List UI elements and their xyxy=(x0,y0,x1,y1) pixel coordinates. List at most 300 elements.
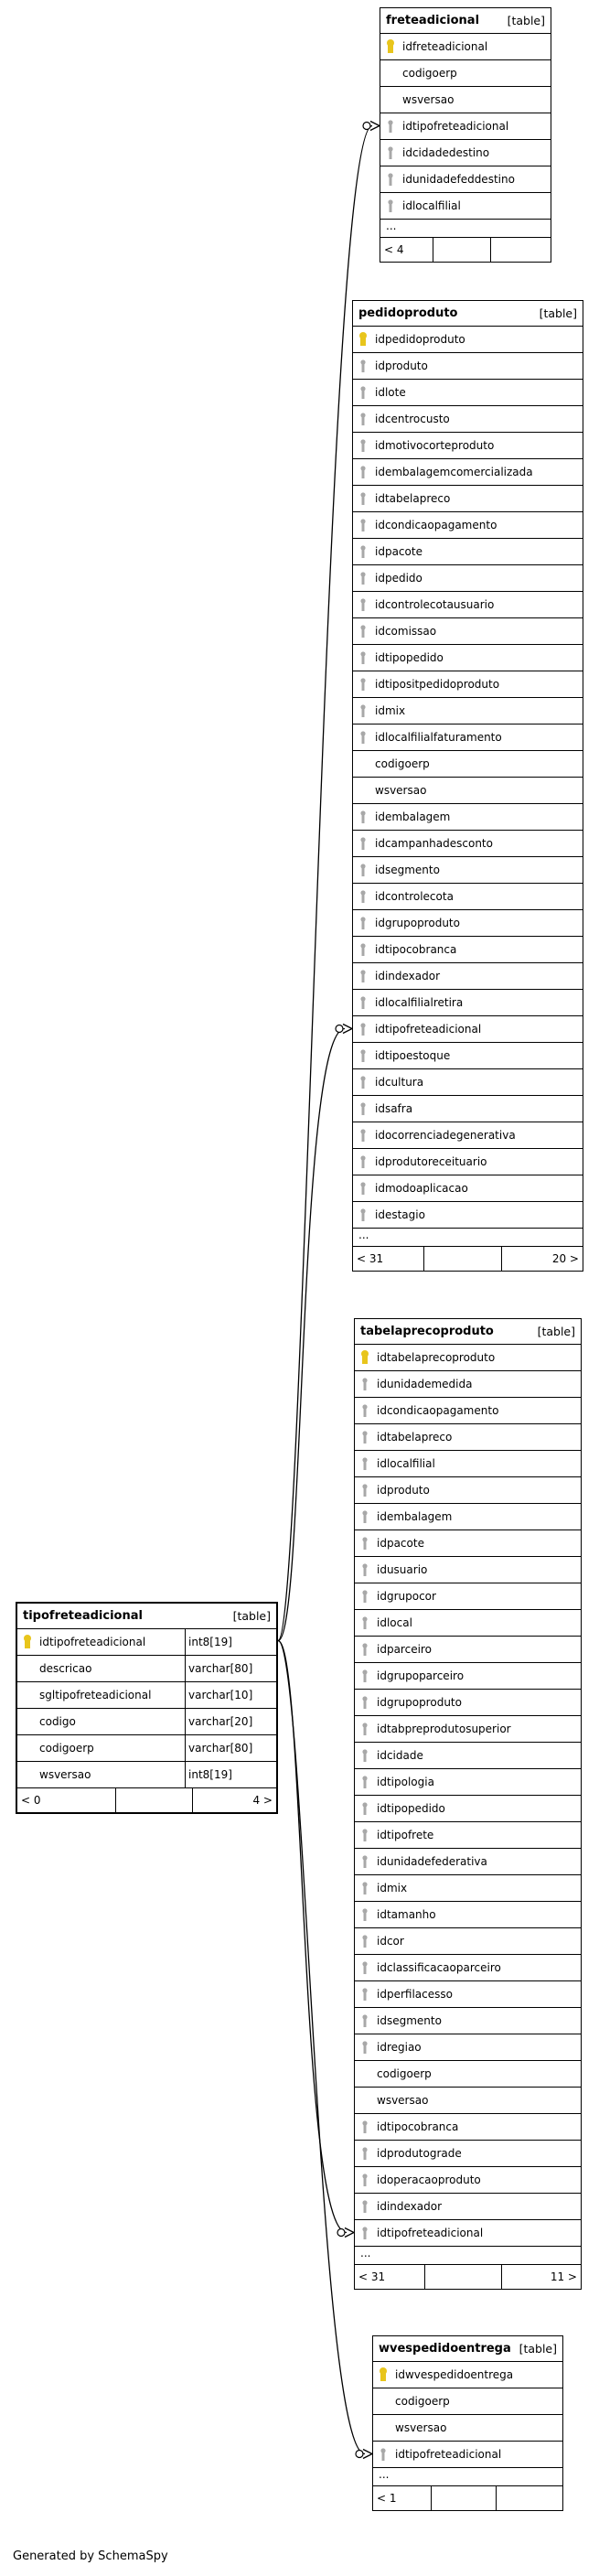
column-type: varchar[20] xyxy=(185,1709,276,1734)
foreign-key-icon xyxy=(360,2199,377,2214)
table-header[interactable] xyxy=(373,2336,562,2362)
column-name[interactable]: idfreteadicional xyxy=(402,40,488,53)
column-name[interactable]: idtipofreteadicional xyxy=(402,120,509,133)
foreign-key-icon xyxy=(358,703,375,718)
column-row[interactable] xyxy=(353,937,583,963)
column-row[interactable] xyxy=(17,1629,276,1656)
no-key-spacer xyxy=(23,1688,39,1702)
column-name[interactable]: idtabpreprodutosuperior xyxy=(377,1723,511,1735)
table-type: [table] xyxy=(519,2342,557,2356)
relationship-line xyxy=(278,1641,365,2454)
column-name[interactable]: idlocalfilialretira xyxy=(375,996,464,1009)
column-row[interactable] xyxy=(355,2034,581,2061)
foreign-key-icon xyxy=(358,1128,375,1143)
column-row[interactable] xyxy=(353,327,583,353)
column-row[interactable] xyxy=(353,990,583,1016)
column-name[interactable]: idtipocobranca xyxy=(377,2120,459,2133)
column-row[interactable] xyxy=(355,1663,581,1690)
column-name[interactable]: idcondicaopagamento xyxy=(375,519,497,531)
column-type: varchar[80] xyxy=(185,1735,276,1761)
column-row[interactable] xyxy=(353,1069,583,1096)
column-name[interactable]: idpedidoproduto xyxy=(375,333,465,346)
column-name[interactable]: idcentrocusto xyxy=(375,413,450,425)
foreign-key-icon xyxy=(360,1562,377,1577)
column-name[interactable]: idsegmento xyxy=(377,2014,442,2027)
foreign-key-icon xyxy=(360,1828,377,1842)
column-name[interactable]: idtipofreteadicional xyxy=(395,2448,502,2461)
table-header[interactable] xyxy=(353,301,583,327)
column-type: int8[19] xyxy=(185,1629,276,1655)
foreign-key-icon xyxy=(360,2173,377,2187)
column-name[interactable]: idpacote xyxy=(377,1537,424,1550)
column-row[interactable] xyxy=(17,1762,276,1788)
relationship-arrow xyxy=(363,2450,372,2459)
no-key-spacer xyxy=(360,2093,377,2108)
column-row[interactable] xyxy=(355,2088,581,2114)
optional-circle xyxy=(363,123,370,130)
foreign-key-icon xyxy=(358,1075,375,1089)
foreign-key-icon xyxy=(386,119,402,134)
column-name[interactable]: codigoerp xyxy=(375,757,430,770)
column-name[interactable]: idunidademedida xyxy=(377,1378,473,1390)
children-count[interactable]: 4 > xyxy=(252,1794,273,1807)
foreign-key-icon xyxy=(358,995,375,1010)
column-row[interactable] xyxy=(353,671,583,698)
column-row[interactable] xyxy=(353,353,583,380)
column-row[interactable] xyxy=(17,1656,276,1682)
table-freteadicional xyxy=(380,7,551,263)
foreign-key-icon xyxy=(360,1695,377,1710)
column-row[interactable] xyxy=(17,1735,276,1762)
column-row[interactable] xyxy=(380,140,551,166)
foreign-key-icon xyxy=(360,1615,377,1630)
foreign-key-icon xyxy=(360,1456,377,1471)
no-key-spacer xyxy=(360,2066,377,2081)
relationship-arrow xyxy=(343,1025,352,1034)
column-name[interactable]: idprodutoreceituario xyxy=(375,1155,487,1168)
related-spacer[interactable] xyxy=(425,2265,502,2289)
column-row[interactable] xyxy=(353,884,583,910)
column-row[interactable] xyxy=(355,1690,581,1716)
table-name[interactable]: tipofreteadicional xyxy=(23,1609,143,1623)
column-name[interactable]: idtipocobranca xyxy=(375,943,457,956)
column-row[interactable] xyxy=(380,60,551,87)
foreign-key-icon xyxy=(358,1022,375,1036)
more-columns: ... xyxy=(353,1229,583,1247)
column-row[interactable] xyxy=(355,1345,581,1371)
parents-count[interactable]: < 0 xyxy=(17,1788,116,1812)
no-key-spacer xyxy=(23,1661,39,1676)
column-row[interactable] xyxy=(353,618,583,645)
foreign-key-icon xyxy=(358,1048,375,1063)
column-row[interactable] xyxy=(355,2194,581,2220)
column-row[interactable] xyxy=(355,2061,581,2088)
column-name[interactable]: idtipopedido xyxy=(375,651,444,664)
column-row[interactable] xyxy=(355,1398,581,1424)
column-name[interactable]: idsafra xyxy=(375,1102,413,1115)
parents-count[interactable]: < 31 xyxy=(353,1247,424,1271)
column-row[interactable] xyxy=(380,193,551,220)
parents-count[interactable]: < 31 xyxy=(355,2265,425,2289)
column-name[interactable]: idtipofrete xyxy=(377,1829,434,1841)
foreign-key-icon xyxy=(358,465,375,479)
column-row[interactable] xyxy=(353,459,583,486)
column-name[interactable]: idcidadedestino xyxy=(402,146,490,159)
column-row[interactable] xyxy=(353,1096,583,1122)
column-row[interactable] xyxy=(380,166,551,193)
table-name[interactable]: pedidoproduto xyxy=(358,306,458,320)
column-name[interactable]: idcomissao xyxy=(375,625,437,638)
foreign-key-icon xyxy=(358,518,375,532)
column-row[interactable] xyxy=(17,1709,276,1735)
more-columns: ... xyxy=(380,220,551,238)
column-name[interactable]: idunidadefeddestino xyxy=(402,173,515,186)
column-row[interactable] xyxy=(355,1477,581,1504)
column-name[interactable]: idocorrenciadegenerativa xyxy=(375,1129,516,1142)
column-row[interactable] xyxy=(355,1451,581,1477)
column-row[interactable] xyxy=(355,1822,581,1849)
column-row[interactable] xyxy=(355,1424,581,1451)
column-name[interactable]: idproduto xyxy=(377,1484,430,1497)
column-name[interactable]: wsversao xyxy=(39,1768,91,1781)
foreign-key-icon xyxy=(358,571,375,585)
children-count[interactable]: 20 > xyxy=(551,1252,579,1265)
primary-key-icon xyxy=(386,39,402,54)
foreign-key-icon xyxy=(360,1377,377,1391)
table-type: [table] xyxy=(232,1609,271,1623)
column-name[interactable]: idcontrolecotausuario xyxy=(375,598,495,611)
column-name[interactable]: wsversao xyxy=(377,2094,429,2107)
column-name[interactable]: idproduto xyxy=(375,360,428,372)
column-name[interactable]: idlote xyxy=(375,386,406,399)
parents-count[interactable]: < 1 xyxy=(373,2486,432,2510)
column-row[interactable] xyxy=(355,1902,581,1928)
column-row[interactable] xyxy=(353,1175,583,1202)
optional-circle xyxy=(337,2229,345,2237)
column-row[interactable] xyxy=(17,1682,276,1709)
column-name[interactable]: codigoerp xyxy=(377,2067,432,2080)
column-row[interactable] xyxy=(355,1637,581,1663)
column-name[interactable]: idperfilacesso xyxy=(377,1988,453,2001)
foreign-key-icon xyxy=(386,172,402,187)
foreign-key-icon xyxy=(360,2146,377,2161)
table-footer xyxy=(353,1247,583,1271)
foreign-key-icon xyxy=(358,412,375,426)
column-name[interactable]: codigoerp xyxy=(39,1742,94,1755)
foreign-key-icon xyxy=(360,2226,377,2240)
column-name[interactable]: wsversao xyxy=(395,2421,447,2434)
column-name[interactable]: idlocalfilial xyxy=(402,199,461,212)
table-footer xyxy=(373,2486,562,2510)
foreign-key-icon xyxy=(360,1642,377,1657)
column-row[interactable] xyxy=(353,1122,583,1149)
column-name[interactable]: idtamanho xyxy=(377,1908,436,1921)
foreign-key-icon xyxy=(358,624,375,639)
relationship-line xyxy=(278,1641,347,2233)
foreign-key-icon xyxy=(360,1483,377,1497)
column-name[interactable]: idembalagem xyxy=(375,810,451,823)
table-header[interactable] xyxy=(17,1604,276,1629)
foreign-key-icon xyxy=(358,1154,375,1169)
column-name[interactable]: idcondicaopagamento xyxy=(377,1404,499,1417)
table-pedidoproduto xyxy=(352,300,583,1272)
foreign-key-icon xyxy=(360,1430,377,1444)
column-name[interactable]: idlocalfilialfaturamento xyxy=(375,731,502,744)
column-name[interactable]: idtabelapreco xyxy=(377,1431,453,1444)
column-row[interactable] xyxy=(355,1583,581,1610)
foreign-key-icon xyxy=(358,544,375,559)
column-row[interactable] xyxy=(353,778,583,804)
column-name[interactable]: idgrupoproduto xyxy=(375,917,460,929)
no-key-spacer xyxy=(379,2394,395,2409)
foreign-key-icon xyxy=(360,1987,377,2002)
column-row[interactable] xyxy=(355,1981,581,2008)
foreign-key-icon xyxy=(358,597,375,612)
column-name[interactable]: idtipofreteadicional xyxy=(39,1636,146,1648)
related-spacer[interactable] xyxy=(433,238,491,262)
column-row[interactable] xyxy=(353,724,583,751)
column-name[interactable]: idtabelapreco xyxy=(375,492,451,505)
foreign-key-icon xyxy=(360,1748,377,1763)
column-name[interactable]: idcampanhadesconto xyxy=(375,837,493,850)
column-row[interactable] xyxy=(353,512,583,539)
table-footer xyxy=(380,238,551,262)
foreign-key-icon xyxy=(360,2013,377,2028)
column-name[interactable]: idlocal xyxy=(377,1616,412,1629)
column-name[interactable]: sgltipofreteadicional xyxy=(39,1689,152,1701)
column-row[interactable] xyxy=(353,698,583,724)
column-name[interactable]: idpacote xyxy=(375,545,423,558)
table-wvespedidoentrega xyxy=(372,2335,563,2511)
column-row[interactable] xyxy=(353,751,583,778)
foreign-key-icon xyxy=(358,438,375,453)
table-name[interactable]: freteadicional xyxy=(386,14,480,27)
column-row[interactable] xyxy=(355,1530,581,1557)
column-name[interactable]: idtipofreteadicional xyxy=(375,1023,482,1036)
column-name[interactable]: codigo xyxy=(39,1715,76,1728)
related-spacer[interactable] xyxy=(116,1788,194,1812)
column-row[interactable] xyxy=(353,1202,583,1229)
column-row[interactable] xyxy=(355,1610,581,1637)
column-row[interactable] xyxy=(355,1371,581,1398)
column-row[interactable] xyxy=(353,1149,583,1175)
column-row[interactable] xyxy=(353,592,583,618)
column-row[interactable] xyxy=(353,565,583,592)
related-spacer[interactable] xyxy=(424,1247,502,1271)
column-row[interactable] xyxy=(355,1769,581,1796)
column-row[interactable] xyxy=(353,857,583,884)
column-name[interactable]: descricao xyxy=(39,1662,92,1675)
column-name[interactable]: idcontrolecota xyxy=(375,890,454,903)
foreign-key-icon xyxy=(360,2040,377,2055)
relationship-line xyxy=(278,1029,345,1641)
column-row[interactable] xyxy=(355,2114,581,2141)
more-columns: ... xyxy=(373,2468,562,2486)
column-name[interactable]: idparceiro xyxy=(377,1643,432,1656)
column-name[interactable]: idembalagemcomercializada xyxy=(375,466,533,478)
column-row[interactable] xyxy=(353,539,583,565)
column-row[interactable] xyxy=(353,910,583,937)
column-name[interactable]: idcultura xyxy=(375,1076,424,1089)
foreign-key-icon xyxy=(358,942,375,957)
column-type: varchar[10] xyxy=(185,1682,276,1708)
column-name[interactable]: idmix xyxy=(377,1882,408,1894)
no-key-spacer xyxy=(358,783,375,798)
column-name[interactable]: idembalagem xyxy=(377,1510,453,1523)
optional-circle xyxy=(336,1025,343,1033)
column-row[interactable] xyxy=(353,1043,583,1069)
column-row[interactable] xyxy=(353,433,583,459)
foreign-key-icon xyxy=(386,199,402,213)
column-row[interactable] xyxy=(355,1557,581,1583)
column-row[interactable] xyxy=(355,1504,581,1530)
column-row[interactable] xyxy=(355,2167,581,2194)
column-row[interactable] xyxy=(355,2220,581,2247)
foreign-key-icon xyxy=(358,916,375,930)
column-name[interactable]: idclassificacaoparceiro xyxy=(377,1961,501,1974)
column-row[interactable] xyxy=(355,1955,581,1981)
foreign-key-icon xyxy=(358,836,375,851)
column-name[interactable]: idusuario xyxy=(377,1563,428,1576)
column-row[interactable] xyxy=(355,1928,581,1955)
column-name[interactable]: codigoerp xyxy=(395,2395,450,2408)
optional-circle xyxy=(356,2451,363,2458)
children-count[interactable] xyxy=(491,238,551,262)
column-name[interactable]: idoperacaoproduto xyxy=(377,2174,481,2186)
column-name[interactable]: idunidadefederativa xyxy=(377,1855,487,1868)
children-count[interactable]: 11 > xyxy=(550,2270,577,2283)
parents-count[interactable]: < 4 xyxy=(380,238,433,262)
column-name[interactable]: idestagio xyxy=(375,1208,425,1221)
column-row[interactable] xyxy=(373,2442,562,2468)
table-tabelaprecoproduto xyxy=(354,1318,582,2290)
foreign-key-icon xyxy=(360,1854,377,1869)
column-name[interactable]: idtipologia xyxy=(377,1776,434,1788)
column-row[interactable] xyxy=(353,1016,583,1043)
foreign-key-icon xyxy=(358,1181,375,1196)
foreign-key-icon xyxy=(358,677,375,692)
primary-key-icon xyxy=(379,2367,395,2382)
column-name[interactable]: idsegmento xyxy=(375,864,440,876)
table-type: [table] xyxy=(507,14,545,27)
no-key-spacer xyxy=(386,66,402,80)
foreign-key-icon xyxy=(360,1775,377,1789)
column-name[interactable]: idwvespedidoentrega xyxy=(395,2368,514,2381)
column-row[interactable] xyxy=(373,2415,562,2442)
column-name[interactable]: idregiao xyxy=(377,2041,422,2054)
related-spacer[interactable] xyxy=(432,2486,496,2510)
table-type: [table] xyxy=(539,306,577,320)
column-name[interactable]: idtipositpedidoproduto xyxy=(375,678,500,691)
no-key-spacer xyxy=(358,757,375,771)
column-name[interactable]: idgrupoparceiro xyxy=(377,1669,465,1682)
primary-key-icon xyxy=(358,332,375,347)
column-row[interactable] xyxy=(353,380,583,406)
children-count[interactable] xyxy=(497,2486,562,2510)
column-row[interactable] xyxy=(355,1716,581,1743)
column-name[interactable]: wsversao xyxy=(402,93,455,106)
column-name[interactable]: idtipopedido xyxy=(377,1802,445,1815)
column-row[interactable] xyxy=(353,645,583,671)
foreign-key-icon xyxy=(360,1669,377,1683)
no-key-spacer xyxy=(379,2420,395,2435)
foreign-key-icon xyxy=(358,1101,375,1116)
column-name[interactable]: wsversao xyxy=(375,784,427,797)
column-name[interactable]: idtipoestoque xyxy=(375,1049,451,1062)
more-columns: ... xyxy=(355,2247,581,2265)
no-key-spacer xyxy=(23,1741,39,1755)
table-name[interactable]: wvespedidoentrega xyxy=(379,2342,511,2356)
column-row[interactable] xyxy=(353,406,583,433)
column-row[interactable] xyxy=(355,1849,581,1875)
column-name[interactable]: idmotivocorteproduto xyxy=(375,439,495,452)
column-name[interactable]: idtipofreteadicional xyxy=(377,2227,484,2239)
table-footer xyxy=(355,2265,581,2289)
foreign-key-icon xyxy=(360,1403,377,1418)
primary-key-icon xyxy=(360,1350,377,1365)
foreign-key-icon xyxy=(379,2447,395,2462)
foreign-key-icon xyxy=(360,1722,377,1736)
column-row[interactable] xyxy=(380,113,551,140)
column-name[interactable]: idmix xyxy=(375,704,406,717)
column-name[interactable]: idgrupoproduto xyxy=(377,1696,462,1709)
foreign-key-icon xyxy=(386,145,402,160)
column-name[interactable]: codigoerp xyxy=(402,67,457,80)
column-name[interactable]: idprodutograde xyxy=(377,2147,462,2160)
foreign-key-icon xyxy=(358,385,375,400)
column-row[interactable] xyxy=(355,1796,581,1822)
column-name[interactable]: idcidade xyxy=(377,1749,423,1762)
foreign-key-icon xyxy=(358,863,375,877)
column-row[interactable] xyxy=(373,2362,562,2388)
column-row[interactable] xyxy=(355,1743,581,1769)
column-row[interactable] xyxy=(373,2388,562,2415)
generated-by-note: Generated by SchemaSpy xyxy=(13,2549,168,2563)
column-name[interactable]: idpedido xyxy=(375,572,423,585)
column-row[interactable] xyxy=(355,1875,581,1902)
table-header[interactable] xyxy=(355,1319,581,1345)
relationship-arrow xyxy=(345,2228,354,2238)
foreign-key-icon xyxy=(360,1881,377,1895)
foreign-key-icon xyxy=(360,1536,377,1551)
table-header[interactable] xyxy=(380,8,551,34)
column-row[interactable] xyxy=(353,963,583,990)
column-row[interactable] xyxy=(355,2008,581,2034)
column-type: varchar[80] xyxy=(185,1656,276,1681)
column-row[interactable] xyxy=(355,2141,581,2167)
table-tipofreteadicional xyxy=(16,1602,278,1814)
column-row[interactable] xyxy=(380,87,551,113)
column-name[interactable]: idcor xyxy=(377,1935,404,1948)
no-key-spacer xyxy=(23,1714,39,1729)
column-row[interactable] xyxy=(353,831,583,857)
foreign-key-icon xyxy=(358,810,375,824)
column-row[interactable] xyxy=(353,804,583,831)
column-name[interactable]: idtabelaprecoproduto xyxy=(377,1351,496,1364)
column-name[interactable]: idlocalfilial xyxy=(377,1457,435,1470)
foreign-key-icon xyxy=(360,1907,377,1922)
column-name[interactable]: idindexador xyxy=(377,2200,443,2213)
foreign-key-icon xyxy=(358,650,375,665)
foreign-key-icon xyxy=(360,2120,377,2134)
table-name[interactable]: tabelaprecoproduto xyxy=(360,1325,494,1338)
column-row[interactable] xyxy=(353,486,583,512)
column-row[interactable] xyxy=(380,34,551,60)
column-name[interactable]: idindexador xyxy=(375,970,441,982)
column-name[interactable]: idmodoaplicacao xyxy=(375,1182,468,1195)
column-name[interactable]: idgrupocor xyxy=(377,1590,436,1603)
table-type: [table] xyxy=(537,1325,575,1338)
